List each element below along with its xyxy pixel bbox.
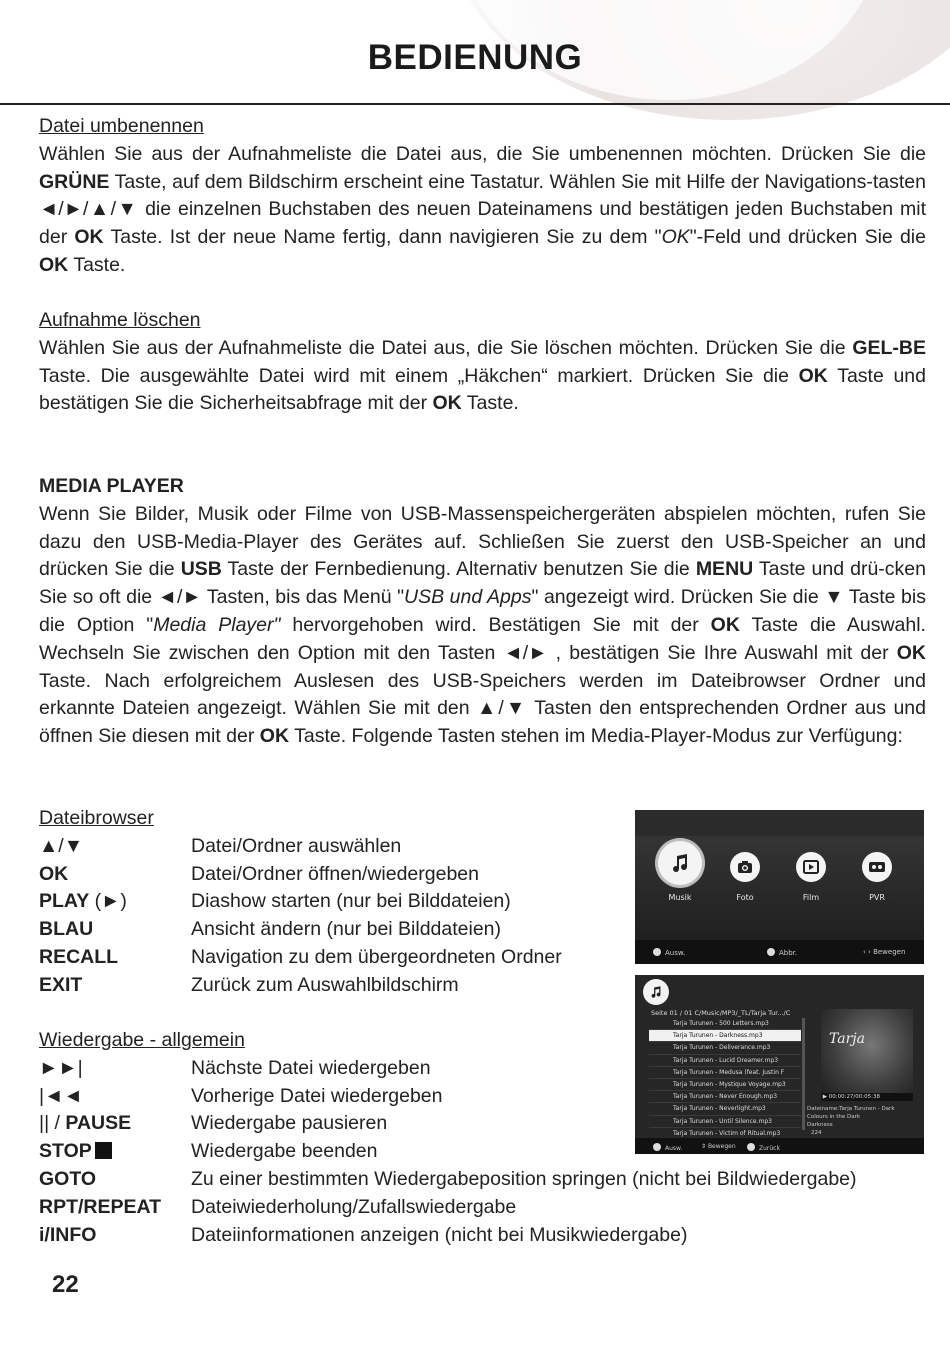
key-name [39, 833, 191, 861]
text-run: Taste und bestätigen Sie die Sicherheitsabfrage mit der [39, 364, 926, 415]
text-run: Taste die Auswahl. Wechseln Sie zwischen den Option mit den Tasten ◄/► , bestätigen Sie Ihre Auswahl mit der [39, 613, 926, 664]
text-run: hervorgehoben wird. Bestätigen Sie mit der [280, 613, 711, 636]
key-name [39, 1110, 191, 1138]
media-item-music [651, 841, 709, 902]
text-run: " angezeigt wird. Drücken Sie die ▼ Taste bis die Option " [39, 586, 926, 636]
key-row [39, 1166, 857, 1194]
key-row [39, 1222, 857, 1250]
key-symbol: (►) [89, 890, 127, 913]
key-usb: USB [180, 558, 222, 581]
hint-move [701, 1143, 736, 1150]
key-row [39, 861, 562, 889]
file-list-item: Tarja Turunen - Until Silence.mp3 [649, 1116, 801, 1128]
key-description: Wiedergabe beenden [191, 1140, 378, 1163]
hint-label: Ausw. [665, 1145, 683, 1152]
key-label: RPT/REPEAT [39, 1195, 162, 1218]
folder-path: Seite 01 / 01 C/Music/MP3/_TL/Tarja Tur.../C [651, 1009, 791, 1017]
key-description: Dateiinformationen anzeigen (nicht bei Musikwiedergabe) [191, 1223, 688, 1246]
rename-heading: Datei umbenennen [39, 115, 204, 137]
key-green: GRÜNE [39, 170, 110, 193]
file-list-item: Tarja Turunen - 500 Letters.mp3 [649, 1018, 801, 1030]
key-name [39, 1138, 191, 1166]
key-row [39, 944, 562, 972]
hint-label: Zurück [759, 1145, 780, 1152]
key-symbol: ▲/▼ [39, 834, 84, 857]
key-symbol: |◄◄ [39, 1084, 83, 1107]
hint-move [863, 948, 905, 956]
media-item-label: Film [802, 893, 820, 902]
key-menu: MENU [695, 558, 754, 581]
delete-section [39, 307, 926, 418]
key-ok: OK [896, 641, 926, 664]
media-item-label: Foto [736, 893, 754, 902]
text-run: Wenn Sie Bilder, Musik oder Filme von USB-Massenspeichergeräten abspielen möchten, rufen Sie dazu den USB-Media-Player des Gerätes auf. Schließen Sie zuerst den USB-Speicher an und drücken Sie die [39, 502, 926, 581]
key-ok: OK [259, 725, 290, 748]
hint-label: Bewegen [873, 948, 906, 956]
screen-bottombar [635, 940, 924, 964]
text-run: Wählen Sie aus der Aufnahmeliste die Datei aus, die Sie umbenennen möchten. Drücken Sie die [39, 142, 926, 165]
recorder-icon [862, 852, 892, 882]
rename-section [39, 113, 926, 280]
page-title: BEDIENUNG [367, 38, 583, 77]
key-row [39, 972, 562, 1000]
delete-heading: Aufnahme löschen [39, 309, 201, 331]
key-description: Ansicht ändern (nur bei Bilddateien) [191, 918, 502, 941]
key-label: i/INFO [39, 1223, 97, 1246]
media-item-film [787, 852, 835, 902]
text-run: Taste. [461, 392, 519, 415]
key-description: Navigation zu dem übergeordneten Ordner [191, 945, 562, 968]
key-label: EXIT [39, 973, 83, 996]
header-divider [0, 103, 950, 105]
key-name [39, 1083, 191, 1111]
hint-label: Ausw. [665, 949, 686, 957]
page-number: 22 [52, 1271, 79, 1298]
file-list-item: Tarja Turunen - Never Enough.mp3 [649, 1091, 801, 1103]
hint-label: Abbr. [779, 949, 798, 957]
media-player-heading: MEDIA PLAYER [39, 475, 184, 497]
media-player-section [39, 473, 926, 751]
text-run: Taste, auf dem Bildschirm erscheint eine Tastatur. Wählen Sie mit Hilfe der Navigations-tasten ◄/►/▲/▼ die einzelnen Buchstaben des neuen Dateinamens und bestätigen jeden Buchstaben mit der [39, 170, 926, 249]
file-browser-heading: Dateibrowser [39, 807, 154, 829]
play-icon: ▶ [821, 1094, 829, 1100]
key-symbol: || / [39, 1112, 66, 1135]
key-label: PAUSE [65, 1112, 132, 1135]
key-description: Dateiwiederholung/Zufallswiedergabe [191, 1195, 517, 1218]
file-list-item: Tarja Turunen - Medusa (feat. Justin F [649, 1067, 801, 1079]
ok-button-icon [653, 948, 661, 956]
key-symbol: ►►| [39, 1056, 83, 1079]
media-item-pvr [853, 852, 901, 902]
playback-time [821, 1093, 913, 1101]
key-label: OK [39, 862, 69, 885]
key-name [39, 1166, 191, 1194]
key-row [39, 833, 562, 861]
key-yellow: GEL-BE [852, 336, 926, 359]
file-list-item: Tarja Turunen - Mystique Voyage.mp3 [649, 1079, 801, 1091]
key-ok: OK [74, 226, 104, 249]
info-line: Colours in the Dark [807, 1114, 861, 1120]
music-note-icon [658, 841, 702, 885]
hint-back [767, 948, 797, 957]
key-ok: OK [710, 613, 740, 636]
playback-heading: Wiedergabe - allgemein [39, 1029, 245, 1051]
key-label: GOTO [39, 1167, 97, 1190]
key-ok: OK [432, 392, 462, 415]
media-item-label: Musik [668, 893, 692, 902]
key-description: Datei/Ordner öffnen/wiedergeben [191, 862, 479, 885]
file-list-item: Tarja Turunen - Lucid Dreamer.mp3 [649, 1055, 801, 1067]
ok-button-icon [653, 1143, 661, 1151]
media-item-photo [721, 852, 769, 902]
text-run: Taste. Ist der neue Name fertig, dann navigieren Sie zu dem " [103, 226, 662, 249]
text-run: Taste der Fernbedienung. Alternativ benutzen Sie die [221, 558, 696, 581]
back-button-icon [747, 1143, 755, 1151]
text-run: Taste. Nach erfolgreichem Auslesen des USB-Speichers werden im Dateibrowser Ordner und erkannte Dateien angezeigt. Wählen Sie mit den ▲/▼ Tasten den entsprechenden Ordner aus und öffnen Sie diesen mit der [39, 669, 926, 748]
back-button-icon [767, 948, 775, 956]
file-list-item: Tarja Turunen - Victim of Ritual.mp3 [649, 1128, 801, 1140]
text-run: Taste und drü-cken Sie so oft die ◄/► Tasten, bis das Menü " [39, 558, 926, 609]
screen-topbar [635, 810, 924, 836]
music-note-icon [643, 979, 669, 1005]
key-name [39, 916, 191, 944]
key-label: PLAY [39, 890, 90, 913]
text-run: "-Feld und drücken Sie die [689, 226, 926, 249]
file-list-item: Tarja Turunen - Darkness.mp3 [649, 1030, 801, 1042]
text-run: Wählen Sie aus der Aufnahmeliste die Datei aus, die Sie löschen möchten. Drücken Sie die [39, 336, 853, 359]
rename-paragraph [39, 141, 926, 280]
menu-usb-apps: USB und Apps [404, 586, 532, 609]
key-label: BLAU [39, 918, 94, 941]
hint-ok [653, 1143, 682, 1152]
hint-label: Bewegen [707, 1143, 736, 1150]
file-browser-keys [39, 805, 562, 1000]
hint-ok [653, 948, 685, 957]
delete-paragraph [39, 335, 926, 418]
time-label: 00:00:27/00:05:38 [828, 1094, 880, 1100]
key-ok: OK [39, 253, 69, 276]
info-line: Dateiname:Tarja Turunen - Dark [807, 1106, 895, 1112]
file-list [649, 1018, 801, 1140]
file-list-scrollbar [802, 1018, 805, 1130]
key-row [39, 1194, 857, 1222]
text-run: Taste. Die ausgewählte Datei wird mit einem „Häkchen“ markiert. Drücken Sie die [39, 364, 799, 387]
key-description: Datei/Ordner auswählen [191, 834, 402, 857]
field-ok: OK [661, 226, 690, 249]
key-description: Vorherige Datei wiedergeben [191, 1084, 443, 1107]
key-name [39, 972, 191, 1000]
screen-bottombar [635, 1138, 924, 1154]
option-media-player: Media Player" [153, 613, 281, 636]
media-item-label: PVR [869, 893, 885, 902]
key-description: Zurück zum Auswahlbildschirm [191, 973, 459, 996]
key-ok: OK [798, 364, 828, 387]
key-description: Diashow starten (nur bei Bilddateien) [191, 890, 511, 913]
media-selection-screenshot [635, 810, 924, 964]
key-name [39, 944, 191, 972]
info-line: 224 [811, 1130, 822, 1136]
stop-square-icon [95, 1142, 112, 1159]
film-icon [796, 852, 826, 882]
key-description: Nächste Datei wiedergeben [191, 1056, 431, 1079]
key-label: STOP [39, 1140, 92, 1163]
file-list-item: Tarja Turunen - Deliverance.mp3 [649, 1042, 801, 1054]
hint-back [747, 1143, 780, 1152]
key-name [39, 1222, 191, 1250]
file-list-item: Tarja Turunen - Neverlight.mp3 [649, 1103, 801, 1115]
album-logo: Tarja [829, 1031, 865, 1047]
key-description: Wiedergabe pausieren [191, 1112, 388, 1135]
file-browser-screenshot [635, 975, 924, 1154]
key-name [39, 1194, 191, 1222]
key-name [39, 861, 191, 889]
file-browser-rows [39, 833, 562, 1000]
camera-icon [730, 852, 760, 882]
text-run: Taste. [68, 253, 126, 276]
media-player-paragraph [39, 501, 926, 751]
key-description: Zu einer bestimmten Wiedergabeposition springen (nicht bei Bildwiedergabe) [191, 1167, 857, 1190]
up-down-arrows-icon: ⇕ [701, 1143, 708, 1150]
key-row [39, 916, 562, 944]
key-label: RECALL [39, 945, 119, 968]
text-run: Taste. Folgende Tasten stehen im Media-Player-Modus zur Verfügung: [289, 725, 903, 748]
left-right-arrows-icon: ‹ › [863, 948, 874, 956]
key-row [39, 888, 562, 916]
info-line: Darkness [807, 1122, 833, 1128]
album-cover [821, 1009, 913, 1099]
key-name [39, 888, 191, 916]
key-name [39, 1055, 191, 1083]
